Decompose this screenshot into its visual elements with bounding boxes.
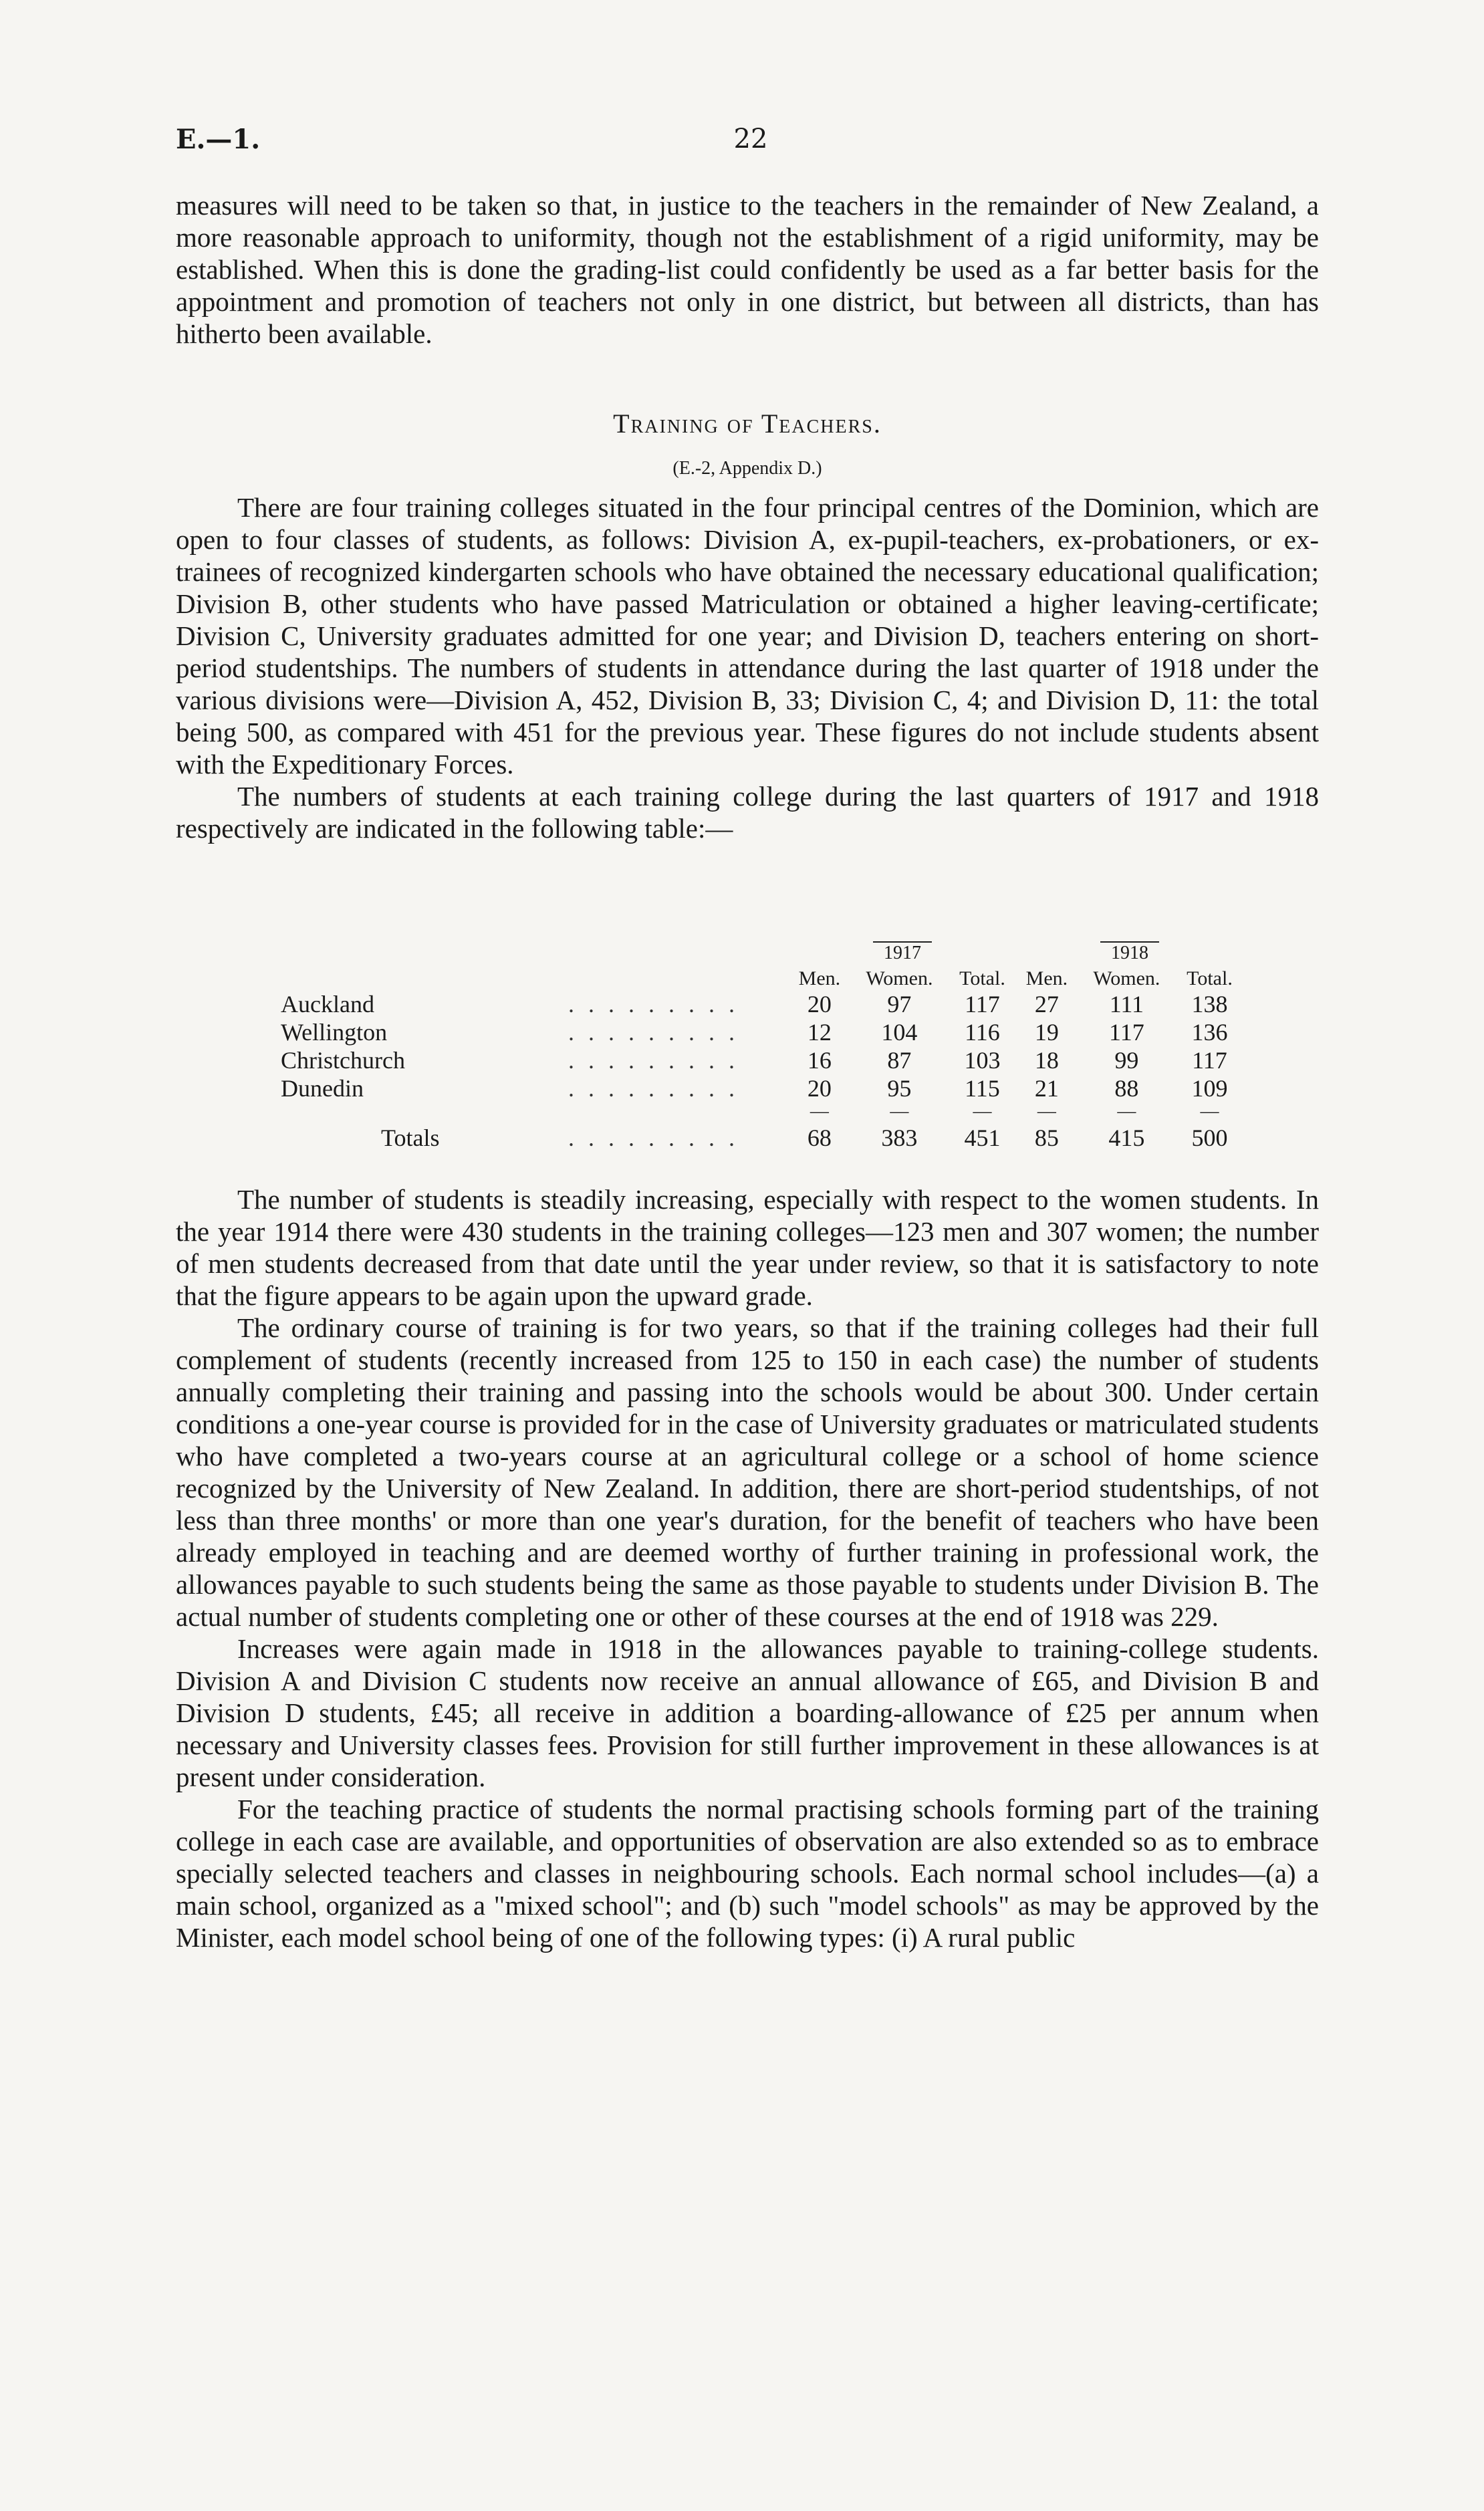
column-header-row (281, 967, 1243, 990)
table-cell: 20 (807, 1075, 832, 1102)
paragraph: Increases were again made in 1918 in the allowances payable to training-college students. Division A and Division C students now receive an annual allowance of £65, and Division B and Division D students, £45; all receive in addition a boarding-allowance of £25 per annum when necessary and University classes fees. Provision for still further improvement in these allowances is at present under consideration. (176, 1633, 1319, 1792)
table-cell: 415 (1108, 1124, 1145, 1151)
sum-rule-row (281, 1102, 1243, 1121)
table-row (281, 1074, 1243, 1102)
intro-paragraph-block (176, 189, 1319, 350)
report-code: E.—1. (176, 124, 261, 155)
table-cell: 97 (887, 991, 912, 1018)
training-colleges-table (281, 939, 1243, 1155)
table-cell: 109 (1191, 1075, 1228, 1102)
table-cell: 88 (1114, 1075, 1139, 1102)
page-number: 22 (733, 124, 768, 154)
year-header: 1917 (789, 939, 1016, 967)
sum-rule: — (1200, 1101, 1219, 1122)
table-cell: 18 (1034, 1047, 1059, 1074)
leader-dots: . . . . . . . . . (568, 1075, 739, 1102)
leader-dots: . . . . . . . . . (568, 1019, 739, 1046)
sum-rule: — (890, 1101, 909, 1122)
table-cell: 136 (1191, 1019, 1228, 1046)
leader-dots: . . . . . . . . . (568, 991, 739, 1018)
paragraphs-before-table (176, 491, 1319, 844)
table-row (281, 1046, 1243, 1074)
sum-rule: — (1117, 1101, 1136, 1122)
year-header-row (281, 939, 1243, 967)
table-cell: 19 (1034, 1019, 1059, 1046)
paragraph: The ordinary course of training is for two years, so that if the training colleges had their full complement of students (recently increased from 125 to 150 in each case) the number of students annually completing their training and passing into the schools would be about 300. Under certain conditions a one-year course is provided for in the case of University graduates or matriculated students who have completed a two-years course at an agricultural college or a school of home science recognized by the University of New Zealand. In addition, there are short-period studentships, of not less than three months' or more than one year's duration, for the benefit of teachers who have been already employed in teaching and are deemed worthy of further training in professional work, the allowances payable to such students being the same as those payable to students under Division B. The actual number of students completing one or other of these courses at the end of 1918 was 229. (176, 1312, 1319, 1632)
row-label: Wellington (281, 1019, 388, 1046)
row-label: Christchurch (281, 1047, 405, 1074)
paragraphs-after-table (176, 1183, 1319, 1953)
table-cell: 68 (807, 1124, 832, 1151)
table-cell: 95 (887, 1075, 912, 1102)
table-cell: 138 (1191, 991, 1228, 1018)
column-header: Men. (798, 967, 841, 989)
paragraph: The number of students is steadily increasing, especially with respect to the women students. In the year 1914 there were 430 students in the training colleges—123 men and 307 women; the number of men students decreased from that date until the year under review, so that it is satisfactory to note that the figure appears to be again upon the upward grade. (176, 1184, 1319, 1311)
leader-dots: . . . . . . . . . (568, 1047, 739, 1074)
table-cell: 117 (1109, 1019, 1144, 1046)
totals-label: Totals (381, 1124, 440, 1151)
paragraph: There are four training colleges situated in the four principal centres of the Dominion, which are open to four classes of students, as follows: Division A, ex-pupil-teachers, ex-probationers, or ex-trainees of recognized kindergarten schools who have obtained the necessary educational qualification; Division B, other students who have passed Matriculation or obtained a higher leaving-certificate; Division C, University graduates admitted for one year; and Division D, teachers entering on short-period studentships. The numbers of students in attendance during the last quarter of 1918 under the various divisions were—Division A, 452, Division B, 33; Division C, 4; and Division D, 11: the total being 500, as compared with 451 for the previous year. These figures do not include students absent with the Expeditionary Forces. (176, 492, 1319, 780)
row-label: Dunedin (281, 1075, 364, 1102)
column-header: Men. (1025, 967, 1068, 989)
sum-rule: — (810, 1101, 829, 1122)
intro-paragraph: measures will need to be taken so that, in justice to the teachers in the remainder of New Zealand, a more reasonable approach to uniformity, though not the establishment of a rigid uniformity, may be established. When this is done the grading-list could confidently be used as a far better basis for the appointment and promotion of teachers not only in one district, but between all districts, than has hitherto been available. (176, 190, 1319, 349)
section-title: Training of Teachers. (613, 408, 882, 439)
table-row (281, 1018, 1243, 1046)
leader-dots: . . . . . . . . . (568, 1124, 739, 1151)
table-cell: 16 (807, 1047, 832, 1074)
paragraph: The numbers of students at each training college during the last quarters of 1917 and 1918 respectively are indicated in the following table:— (176, 781, 1319, 844)
column-header: Total. (959, 967, 1005, 989)
table-row (281, 990, 1243, 1018)
column-header: Women. (1093, 967, 1160, 989)
table-cell: 20 (807, 991, 832, 1018)
table-cell: 87 (887, 1047, 912, 1074)
column-header: Women. (866, 967, 933, 989)
page-header (176, 124, 1326, 164)
table-cell: 103 (964, 1047, 1001, 1074)
year-header: 1918 (1016, 939, 1243, 967)
table-cell: 21 (1034, 1075, 1059, 1102)
table-cell: 111 (1109, 991, 1144, 1018)
totals-row (281, 1121, 1243, 1155)
table-cell: 451 (964, 1124, 1001, 1151)
column-header: Total. (1187, 967, 1233, 989)
table-cell: 99 (1114, 1047, 1139, 1074)
table-cell: 12 (807, 1019, 832, 1046)
sum-rule: — (973, 1101, 992, 1122)
sum-rule: — (1037, 1101, 1056, 1122)
table-cell: 117 (965, 991, 1000, 1018)
table-cell: 500 (1191, 1124, 1228, 1151)
row-label: Auckland (281, 991, 374, 1018)
table-cell: 383 (881, 1124, 918, 1151)
section-reference: (E.-2, Appendix D.) (672, 458, 822, 479)
table-cell: 115 (965, 1075, 1000, 1102)
table-cell: 27 (1034, 991, 1059, 1018)
table-cell: 104 (881, 1019, 918, 1046)
table-cell: 85 (1034, 1124, 1059, 1151)
paragraph: For the teaching practice of students the normal practising schools forming part of the training college in each case are available, and opportunities of observation are also extended so as to embrace specially selected teachers and classes in neighbouring schools. Each normal school includes—(a) a main school, organized as a "mixed school"; and (b) such "model schools" as may be approved by the Minister, each model school being of one of the following types: (i) A rural public (176, 1794, 1319, 1953)
table-cell: 117 (1192, 1047, 1227, 1074)
table-cell: 116 (965, 1019, 1000, 1046)
